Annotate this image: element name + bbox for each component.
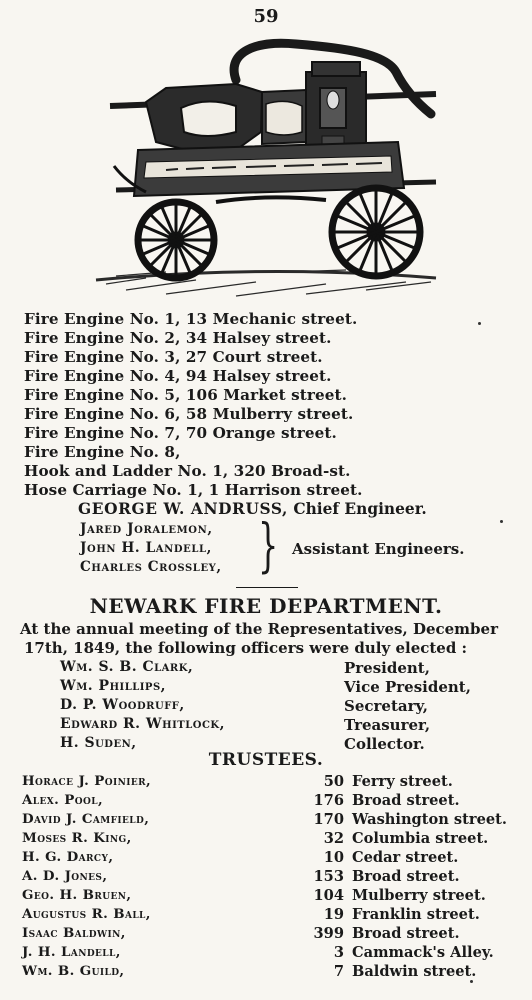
trustee-street: Mulberry street. (352, 887, 486, 904)
trustee-name: J. H. Landell, (22, 944, 121, 960)
officer-name: H. Suden, (60, 735, 137, 751)
trustee-street: Broad street. (352, 792, 460, 809)
trustee-row (22, 887, 522, 906)
trustee-street-number: 19 (323, 906, 344, 923)
engine-line: Hook and Ladder No. 1, 320 Broad-st. (24, 462, 351, 480)
chief-engineer (78, 500, 427, 518)
trustee-street-number: 104 (313, 887, 344, 904)
officer-row (60, 678, 520, 697)
trustee-row (22, 944, 522, 963)
assistant-engineer-names (80, 520, 260, 577)
officer-title: Collector. (344, 735, 425, 753)
officer-title: Vice President, (344, 678, 471, 696)
engine-line: Fire Engine No. 5, 106 Market street. (24, 386, 347, 404)
assistant-engineer-name: John H. Landell, (80, 540, 212, 556)
trustee-name: H. G. Darcy, (22, 849, 114, 865)
officer-name: Edward R. Whitlock, (60, 716, 225, 732)
trustee-name: Wm. B. Guild, (22, 963, 125, 979)
trustee-name: Alex. Pool, (22, 792, 104, 808)
trustee-name: Isaac Baldwin, (22, 925, 126, 941)
front-wheel (332, 188, 420, 276)
trustees-heading: TRUSTEES. (208, 750, 324, 770)
trustees-list (22, 773, 522, 982)
engine-line: Fire Engine No. 8, (24, 443, 181, 461)
trustee-row (22, 849, 522, 868)
chief-engineer-title: Chief Engineer. (293, 500, 427, 518)
engine-line: Fire Engine No. 7, 70 Orange street. (24, 424, 337, 442)
trustee-street-number: 399 (313, 925, 344, 942)
trustee-row (22, 773, 522, 792)
trustee-street-number: 153 (313, 868, 344, 885)
trustee-street-number: 10 (323, 849, 344, 866)
officer-row (60, 659, 520, 678)
ink-speck (500, 520, 503, 523)
engine-line: Fire Engine No. 4, 94 Halsey street. (24, 367, 332, 385)
ink-speck (470, 980, 473, 983)
section-divider (236, 587, 298, 588)
trustee-street: Cedar street. (352, 849, 459, 866)
trustee-row (22, 830, 522, 849)
ink-speck (478, 322, 481, 325)
assistant-engineer-name: Jared Joralemon, (80, 521, 213, 537)
meeting-intro (20, 620, 520, 658)
trustee-street-number: 7 (333, 963, 344, 980)
intro-line: 17th, 1849, the following officers were duly elected : (24, 639, 468, 657)
trustee-street-number: 176 (313, 792, 344, 809)
officer-row (60, 697, 520, 716)
trustee-row (22, 925, 522, 944)
trustee-street: Baldwin street. (352, 963, 477, 980)
engine-line: Fire Engine No. 1, 13 Mechanic street. (24, 310, 358, 328)
officer-name: Wm. Phillips, (60, 678, 167, 694)
officer-row (60, 716, 520, 735)
curly-brace: } (258, 511, 279, 579)
trustee-street-number: 50 (323, 773, 344, 790)
trustee-row (22, 811, 522, 830)
intro-line: At the annual meeting of the Representatives, December (20, 620, 498, 638)
trustee-street: Broad street. (352, 925, 460, 942)
trustee-street: Cammack's Alley. (352, 944, 494, 961)
officer-title: Treasurer, (344, 716, 431, 734)
officer-title: Secretary, (344, 697, 429, 715)
officer-name: D. P. Woodruff, (60, 697, 185, 713)
trustee-street: Franklin street. (352, 906, 480, 923)
page-number: 59 (253, 6, 279, 27)
rear-wheel (138, 202, 214, 278)
department-heading: NEWARK FIRE DEPARTMENT. (89, 594, 443, 618)
trustee-name: Moses R. King, (22, 830, 132, 846)
trustee-street: Washington street. (352, 811, 507, 828)
trustee-row (22, 868, 522, 887)
trustee-row (22, 906, 522, 925)
trustee-name: Augustus R. Ball, (22, 906, 151, 922)
assistant-engineer-name: Charles Crossley, (80, 559, 222, 575)
trustee-street: Broad street. (352, 868, 460, 885)
engine-line: Fire Engine No. 6, 58 Mulberry street. (24, 405, 354, 423)
trustee-row (22, 963, 522, 982)
trustee-street: Ferry street. (352, 773, 453, 790)
trustee-street-number: 3 (333, 944, 344, 961)
officer-title: President, (344, 659, 430, 677)
trustee-name: A. D. Jones, (22, 868, 108, 884)
engine-line: Fire Engine No. 2, 34 Halsey street. (24, 329, 332, 347)
engine-list (24, 310, 524, 500)
trustee-row (22, 792, 522, 811)
chief-engineer-name: GEORGE W. ANDRUSS, (78, 500, 288, 518)
trustee-name: Horace J. Poinier, (22, 773, 152, 789)
fire-engine-engraving (86, 32, 446, 302)
trustee-street: Columbia street. (352, 830, 489, 847)
trustee-street-number: 170 (313, 811, 344, 828)
assistant-engineers-title: Assistant Engineers. (292, 540, 465, 558)
trustee-street-number: 32 (323, 830, 344, 847)
trustee-name: Geo. H. Bruen, (22, 887, 132, 903)
engine-line: Hose Carriage No. 1, 1 Harrison street. (24, 481, 363, 499)
officers-list (60, 659, 520, 754)
officer-name: Wm. S. B. Clark, (60, 659, 194, 675)
trustee-name: David J. Camfield, (22, 811, 150, 827)
engine-line: Fire Engine No. 3, 27 Court street. (24, 348, 323, 366)
